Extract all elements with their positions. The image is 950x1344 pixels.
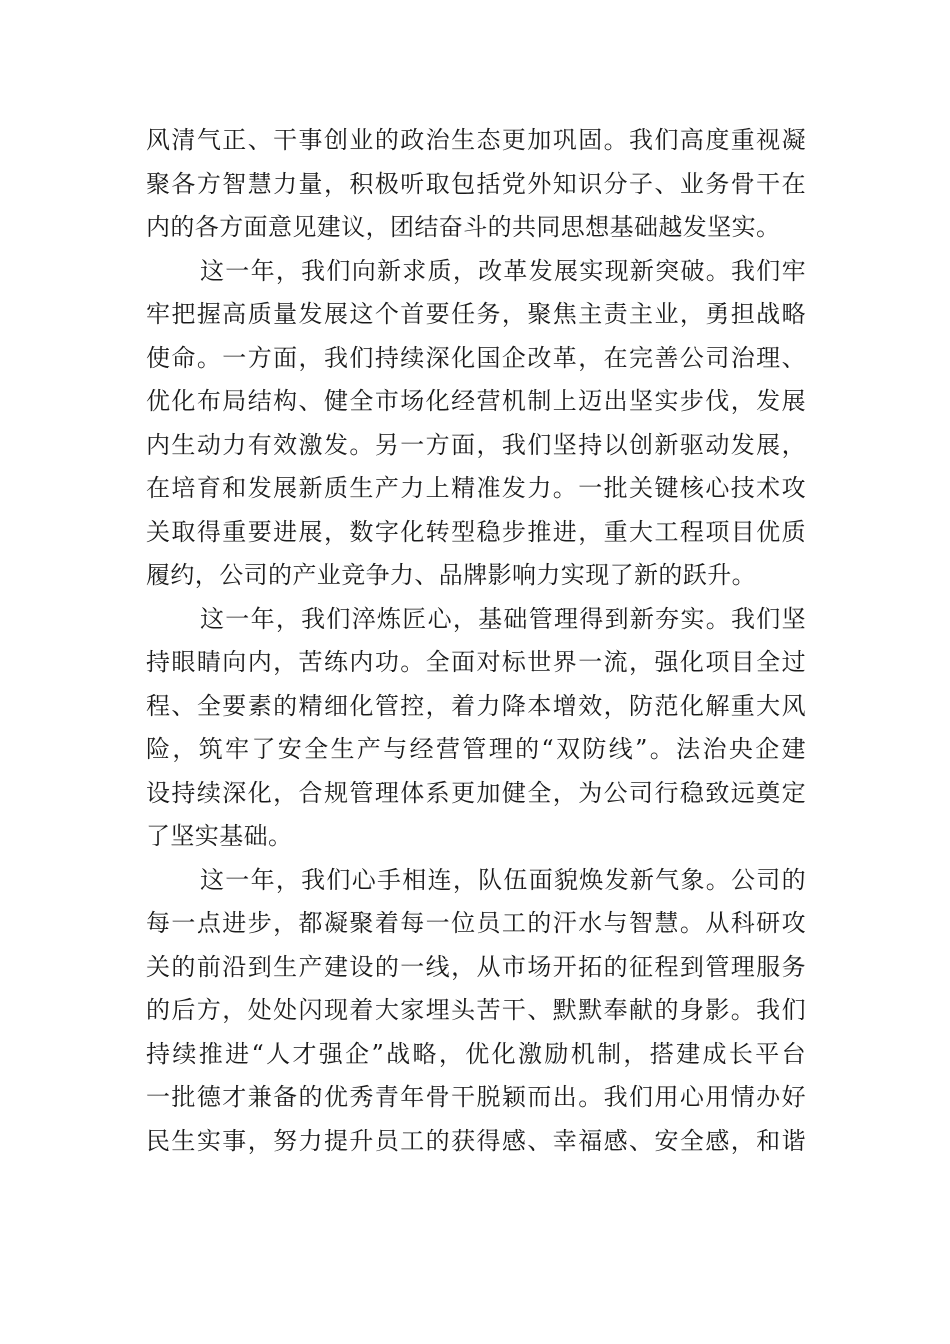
text-line: 设持续深化，合规管理体系更加健全，为公司行稳致远奠定 [146, 778, 806, 807]
text-line: 持眼睛向内，苦练内功。全面对标世界一流，强化项目全过 [146, 648, 806, 676]
paragraph [146, 859, 806, 1164]
paragraph [146, 250, 806, 598]
text-line: 聚各方智慧力量，积极听取包括党外知识分子、业务骨干在 [146, 169, 806, 198]
text-line: 这一年，我们淬炼匠心，基础管理得到新夯实。我们坚 [200, 604, 806, 633]
text-line: 的后方，处处闪现着大家埋头苦干、默默奉献的身影。我们 [146, 996, 806, 1024]
text-line: 使命。一方面，我们持续深化国企改革，在完善公司治理、 [146, 343, 806, 372]
text-line: 优化布局结构、健全市场化经营机制上迈出坚实步伐，发展 [146, 387, 806, 415]
text-line: 履约，公司的产业竞争力、品牌影响力实现了新的跃升。 [146, 561, 756, 589]
body-text [146, 119, 806, 1163]
paragraph [146, 598, 806, 859]
text-line: 在培育和发展新质生产力上精准发力。一批关键核心技术攻 [146, 474, 806, 502]
text-line: 险，筑牢了安全生产与经营管理的“双防线”。法治央企建 [146, 735, 806, 763]
text-line: 每一点进步，都凝聚着每一位员工的汗水与智慧。从科研攻 [146, 909, 806, 937]
text-line: 风清气正、干事创业的政治生态更加巩固。我们高度重视凝 [146, 126, 806, 154]
text-line: 民生实事，努力提升员工的获得感、幸福感、安全感，和谐 [146, 1126, 806, 1155]
text-line: 持续推进“人才强企”战略，优化激励机制，搭建成长平台 [146, 1039, 806, 1068]
text-line: 这一年，我们心手相连，队伍面貌焕发新气象。公司的 [200, 865, 806, 894]
text-line: 一批德才兼备的优秀青年骨干脱颖而出。我们用心用情办好 [146, 1083, 806, 1111]
text-line: 程、全要素的精细化管控，着力降本增效，防范化解重大风 [146, 691, 806, 720]
text-line: 内的各方面意见建议，团结奋斗的共同思想基础越发坚实。 [146, 213, 781, 241]
text-line: 了坚实基础。 [146, 822, 293, 850]
text-line: 内生动力有效激发。另一方面，我们坚持以创新驱动发展， [146, 430, 806, 459]
text-line: 这一年，我们向新求质，改革发展实现新突破。我们牢 [200, 256, 806, 285]
text-line: 关的前沿到生产建设的一线，从市场开拓的征程到管理服务 [146, 952, 806, 981]
text-line: 关取得重要进展，数字化转型稳步推进，重大工程项目优质 [146, 517, 806, 546]
paragraph [146, 119, 806, 250]
text-line: 牢把握高质量发展这个首要任务，聚焦主责主业，勇担战略 [146, 300, 806, 328]
